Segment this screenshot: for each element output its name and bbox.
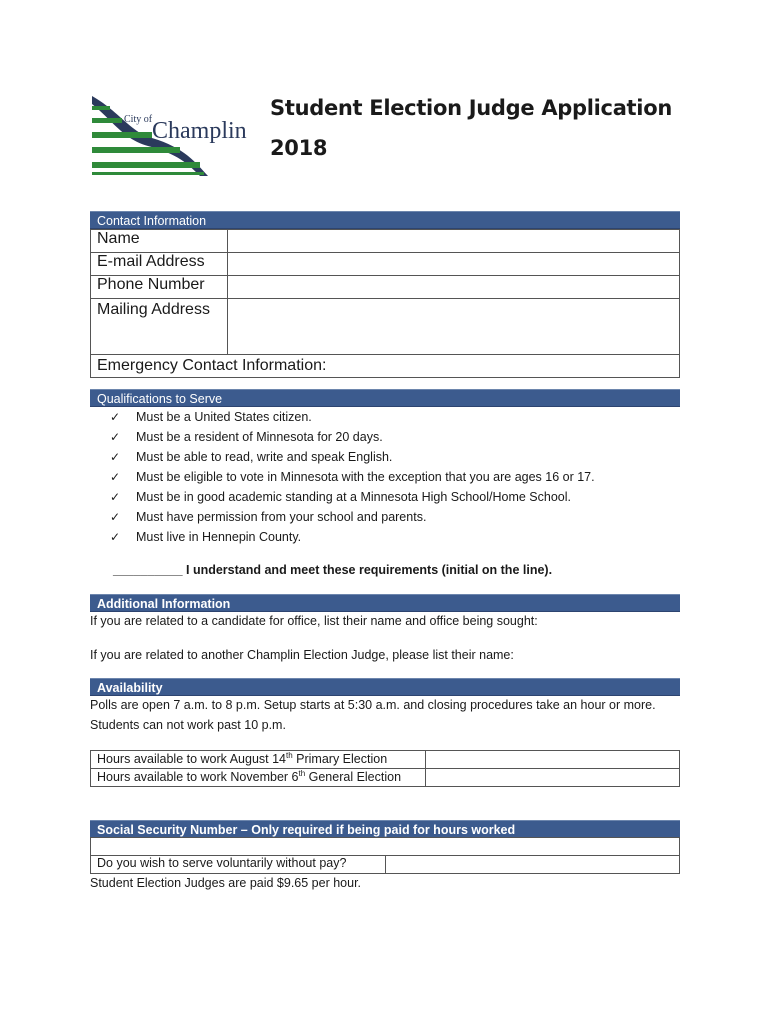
list-item: ✓ Must be a resident of Minnesota for 20 days. <box>110 427 595 447</box>
checkmark-icon: ✓ <box>110 410 121 424</box>
volunteer-question: Do you wish to serve voluntarily without pay? <box>91 856 386 874</box>
volunteer-answer-field[interactable] <box>386 856 680 874</box>
ssn-table <box>90 837 680 874</box>
list-item: ✓ Must have permission from your school and parents. <box>110 507 595 527</box>
initial-line[interactable]: __________ <box>113 563 183 577</box>
contact-label-email: E-mail Address <box>91 253 228 276</box>
logo-name: Champlin <box>152 118 247 144</box>
availability-section-header: Availability <box>90 678 680 696</box>
phone-field[interactable] <box>228 276 680 299</box>
work-limit-text: Students can not work past 10 p.m. <box>90 718 286 732</box>
page-title: Student Election Judge Application <box>270 96 672 120</box>
list-item: ✓ Must live in Hennepin County. <box>110 527 595 547</box>
pay-rate-note: Student Election Judges are paid $9.65 per hour. <box>90 876 362 890</box>
champlin-logo <box>90 92 262 178</box>
ssn-field[interactable] <box>91 838 680 856</box>
acknowledgement-text: I understand and meet these requirements (initial on the line). <box>182 563 553 577</box>
contact-table <box>90 229 680 378</box>
checkmark-icon: ✓ <box>110 450 121 464</box>
qualifications-list <box>110 407 595 547</box>
checkmark-icon: ✓ <box>110 430 121 444</box>
checkmark-icon: ✓ <box>110 530 121 544</box>
list-item: ✓ Must be in good academic standing at a Minnesota High School/Home School. <box>110 487 595 507</box>
contact-label-address: Mailing Address <box>91 299 228 355</box>
name-field[interactable] <box>228 230 680 253</box>
checkmark-icon: ✓ <box>110 470 121 484</box>
general-election-label: Hours available to work November 6th General Election <box>91 769 426 787</box>
contact-section-header: Contact Information <box>90 211 680 229</box>
related-candidate-question: If you are related to a candidate for office, list their name and office being sought: <box>90 614 538 628</box>
general-hours-field[interactable] <box>426 769 680 787</box>
checkmark-icon: ✓ <box>110 510 121 524</box>
acknowledgement-line <box>113 563 552 577</box>
contact-label-name: Name <box>91 230 228 253</box>
list-item: ✓ Must be a United States citizen. <box>110 407 595 427</box>
checkmark-icon: ✓ <box>110 490 121 504</box>
emergency-contact-field[interactable]: Emergency Contact Information: <box>91 355 680 378</box>
availability-table <box>90 750 680 787</box>
email-field[interactable] <box>228 253 680 276</box>
logo-city-of: City of <box>124 114 153 125</box>
additional-section-header: Additional Information <box>90 594 680 612</box>
contact-label-phone: Phone Number <box>91 276 228 299</box>
list-item: ✓ Must be able to read, write and speak English. <box>110 447 595 467</box>
qualifications-section-header: Qualifications to Serve <box>90 389 680 407</box>
list-item: ✓ Must be eligible to vote in Minnesota with the exception that you are ages 16 or 17. <box>110 467 595 487</box>
ssn-section-header: Social Security Number – Only required if being paid for hours worked <box>90 820 680 838</box>
related-judge-question: If you are related to another Champlin Election Judge, please list their name: <box>90 648 514 662</box>
primary-election-label: Hours available to work August 14th Primary Election <box>91 751 426 769</box>
address-field[interactable] <box>228 299 680 355</box>
primary-hours-field[interactable] <box>426 751 680 769</box>
page-title-year: 2018 <box>270 136 328 160</box>
polls-hours-text: Polls are open 7 a.m. to 8 p.m. Setup starts at 5:30 a.m. and closing procedures take an hour or more. <box>90 698 656 712</box>
